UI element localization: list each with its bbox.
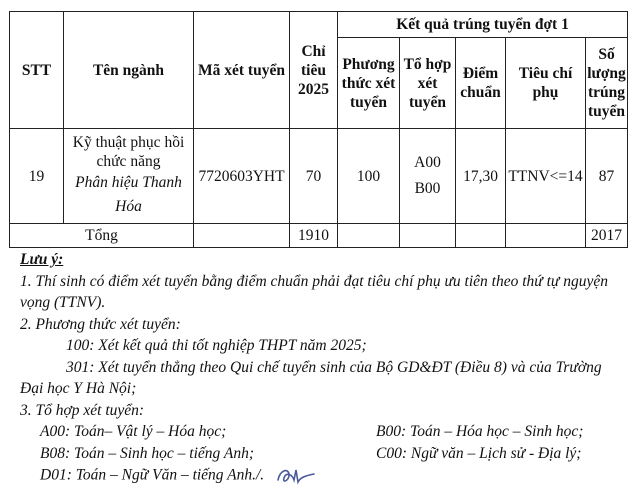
notes-title: Lưu ý:	[20, 251, 64, 268]
combo-b08-desc: B08: Toán – Sinh học – tiếng Anh;	[40, 444, 254, 462]
combo-d01-desc: D01: Toán – Ngữ Văn – tiếng Anh./.	[40, 466, 265, 484]
header-ket-qua-group: Kết quả trúng tuyển đợt 1	[338, 12, 628, 38]
header-ma-xet-tuyen: Mã xét tuyển	[194, 12, 290, 129]
header-ten-nganh: Tên ngành	[64, 12, 194, 129]
note-3: 3. Tổ hợp xét tuyển:	[20, 401, 145, 419]
method-301-line-2: Đại học Y Hà Nội;	[20, 380, 137, 397]
cell-diem-chuan: 17,30	[456, 129, 506, 224]
cell-to-hop	[400, 129, 456, 224]
cell-phuong-thuc: 100	[338, 129, 400, 224]
admission-results-table	[9, 11, 628, 248]
note-1-line-1: 1. Thí sinh có điểm xét tuyển bằng điểm chuẩn phải đạt tiêu chí phụ ưu tiên theo thứ tự nguyện	[20, 272, 608, 290]
total-chi-tieu: 1910	[290, 224, 338, 248]
header-chi-tieu: Chỉ tiêu 2025	[290, 12, 338, 129]
method-100: 100: Xét kết quả thi tốt nghiệp THPT năm 2025;	[66, 337, 367, 354]
total-empty-5	[506, 224, 586, 248]
total-empty-1	[194, 224, 290, 248]
combo-b00: B00	[414, 180, 441, 197]
header-diem-chuan: Điểm chuẩn	[456, 38, 506, 129]
header-to-hop: Tổ hợp xét tuyển	[400, 38, 456, 129]
program-name: Kỹ thuật phục hồi chức năng	[72, 134, 185, 170]
table-row	[10, 129, 628, 224]
signature-icon	[274, 464, 318, 488]
combo-row-3	[20, 464, 630, 488]
total-empty-2	[338, 224, 400, 248]
cell-so-luong: 87	[586, 129, 628, 224]
total-row	[10, 224, 628, 248]
campus-name: Phân hiệu Thanh Hóa	[75, 174, 182, 215]
combo-c00-desc: C00: Ngữ văn – Lịch sử - Địa lý;	[376, 444, 582, 462]
header-stt: STT	[10, 12, 64, 129]
combo-d01-wrap	[20, 464, 376, 488]
method-301-line-1: 301: Xét tuyển thẳng theo Qui chế tuyển sinh của Bộ GD&ĐT (Điều 8) và của Trường	[66, 358, 602, 376]
combo-a00: A00	[414, 154, 441, 171]
combo-a00-desc: A00: Toán– Vật lý – Hóa học;	[40, 423, 227, 440]
cell-ma-xet-tuyen: 7720603YHT	[194, 129, 290, 224]
note-2: 2. Phương thức xét tuyển:	[20, 315, 181, 333]
cell-chi-tieu: 70	[290, 129, 338, 224]
total-label: Tổng	[10, 224, 194, 248]
combo-row-2	[20, 443, 630, 465]
header-phuong-thuc: Phương thức xét tuyển	[338, 38, 400, 129]
header-tieu-chi: Tiêu chí phụ	[506, 38, 586, 129]
notes-section	[20, 249, 630, 488]
total-so-luong: 2017	[586, 224, 628, 248]
cell-ten-nganh	[64, 129, 194, 224]
note-1-line-2: vọng (TTNV).	[20, 294, 106, 311]
combo-row-1	[20, 421, 630, 443]
combo-b00-desc: B00: Toán – Hóa học – Sinh học;	[376, 423, 584, 440]
header-so-luong: Số lượng trúng tuyển	[586, 38, 628, 129]
total-empty-4	[456, 224, 506, 248]
total-empty-3	[400, 224, 456, 248]
cell-tieu-chi: TTNV<=14	[506, 129, 586, 224]
cell-stt: 19	[10, 129, 64, 224]
